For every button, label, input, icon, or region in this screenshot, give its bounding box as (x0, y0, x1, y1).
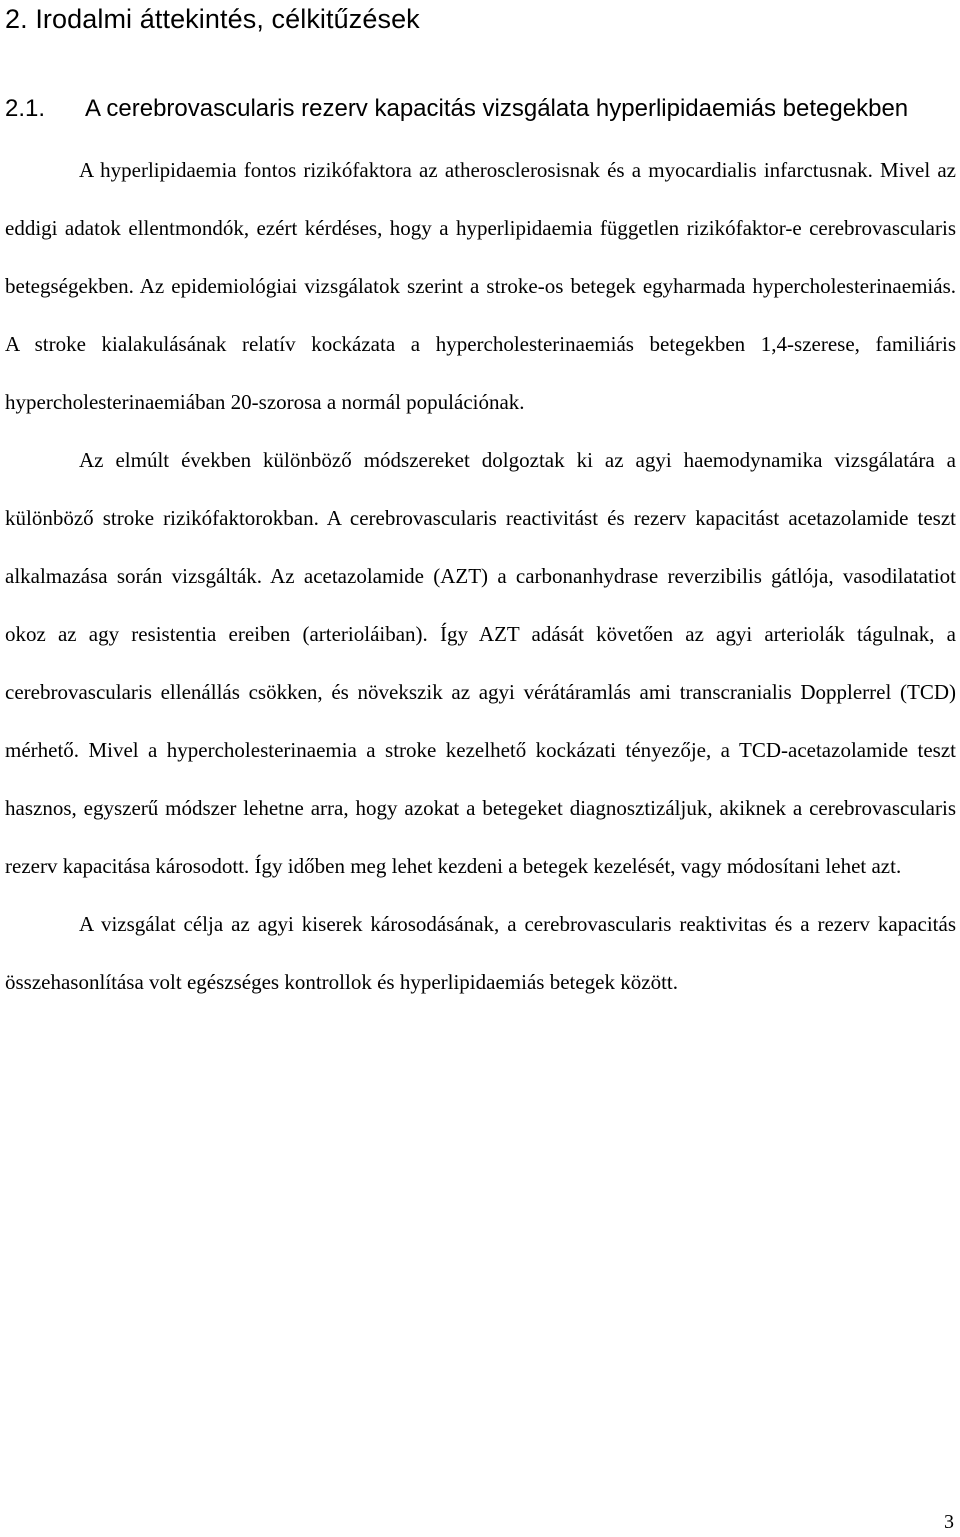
section-heading (5, 74, 956, 144)
chapter-title: 2. Irodalmi áttekintés, célkitűzések (5, 4, 420, 34)
paragraph-hyperlipidaemia-risk: A hyperlipidaemia fontos rizikófaktora az atherosclerosisnak és a myocardialis infarctusnak. Mivel az eddigi adatok ellentmondók, ezért kérdéses, hogy a hyperlipidaemia független rizikófaktor-e cerebrovascularis betegségekben. Az epidemiológiai vizsgálatok szerint a stroke-os betegek egyharmada hypercholesterinaemiás. A stroke kialakulásának relatív kockázata a hypercholesterinaemiás betegekben 1,4-szerese, familiáris hypercholesterinaemiában 20-szorosa a normál populációnak. (5, 158, 956, 414)
document-page (5, 0, 956, 1011)
paragraph-acetazolamide-test: Az elmúlt években különböző módszereket dolgoztak ki az agyi haemodynamika vizsgálatára a különböző stroke rizikófaktorokban. A cerebrovascularis reactivitást és rezerv kapacitást acetazolamide teszt alkalmazása során vizsgálták. Az acetazolamide (AZT) a carbonanhydrase reverzibilis gátlója, vasodilatatiot okoz az agy resistentia ereiben (arterioláiban). Így AZT adását követően az agyi arteriolák tágulnak, a cerebrovascularis ellenállás csökken, és növekszik az agyi vérátáramlás ami transcranialis Dopplerrel (TCD) mérhető. Mivel a hypercholesterinaemia a stroke kezelhető kockázati tényezője, a TCD-acetazolamide teszt hasznos, egyszerű módszer lehetne arra, hogy azokat a betegeket diagnosztizáljuk, akiknek a cerebrovascularis rezerv kapacitása károsodott. Így időben meg lehet kezdeni a betegek kezelését, vagy módosítani lehet azt. (5, 448, 956, 878)
page-number: 3 (944, 1511, 954, 1533)
section-title: A cerebrovascularis rezerv kapacitás vizsgálata hyperlipidaemiás betegekben (85, 95, 909, 122)
section-number: 2.1. (5, 95, 46, 122)
paragraph-study-aim: A vizsgálat célja az agyi kiserek károsodásának, a cerebrovascularis reaktivitas és a rezerv kapacitás összehasonlítása volt egészséges kontrollok és hyperlipidaemiás betegek között. (5, 912, 956, 994)
